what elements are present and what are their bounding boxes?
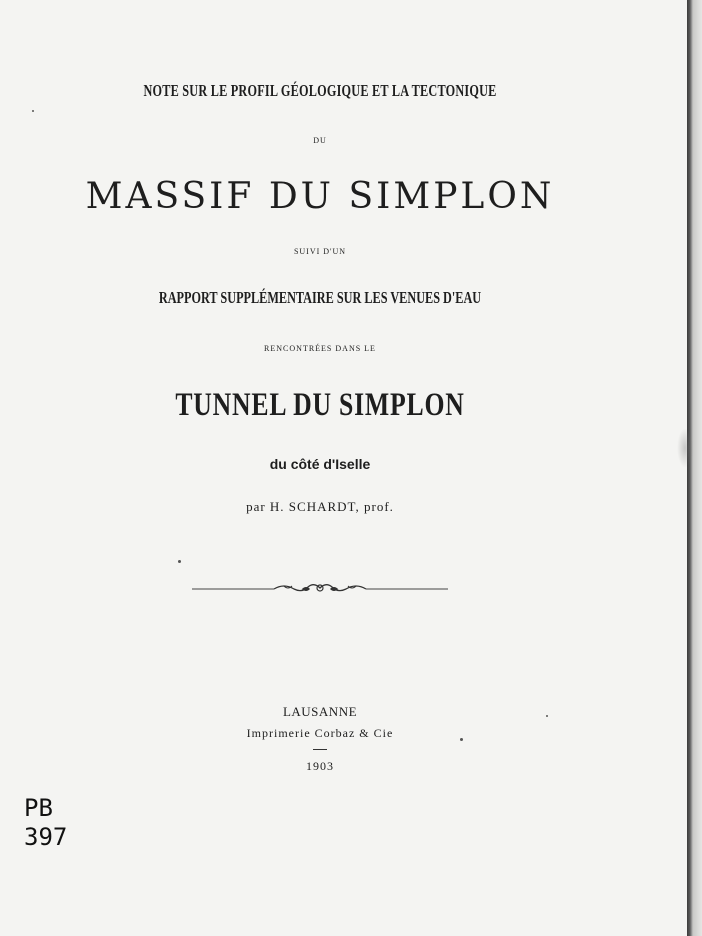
ornament-divider [192,578,448,598]
subtitle-line-1: NOTE SUR LE PROFIL GÉOLOGIQUE ET LA TECTONIQUE [143,81,497,100]
side-subtitle: du côté d'Iselle [269,456,371,472]
subtitle-du: DU [313,136,327,145]
speck [460,738,463,741]
imprint-city: LAUSANNE [282,704,358,719]
subtitle-rapport: RAPPORT SUPPLÉMENTAIRE SUR LES VENUES D'EAU [158,288,482,307]
tunnel-title: TUNNEL DU SIMPLON [175,387,465,423]
speck [32,110,34,112]
speck [546,715,548,717]
imprint-divider [313,749,327,750]
subtitle-suivi: SUIVI D'UN [293,247,347,256]
author-line: par H. SCHARDT, prof. [246,499,394,514]
call-number-line-1: PB [24,794,53,822]
speck [178,560,181,563]
page-edge [687,0,702,936]
subtitle-rencontrees: RENCONTRÉES DANS LE [264,344,376,353]
imprint-year: 1903 [306,759,334,773]
call-number-line-2: 397 [24,823,68,851]
page-smudge [677,428,693,468]
imprint-printer: Imprimerie Corbaz & Cie [246,726,394,740]
main-title: MASSIF DU SIMPLON [85,176,555,217]
